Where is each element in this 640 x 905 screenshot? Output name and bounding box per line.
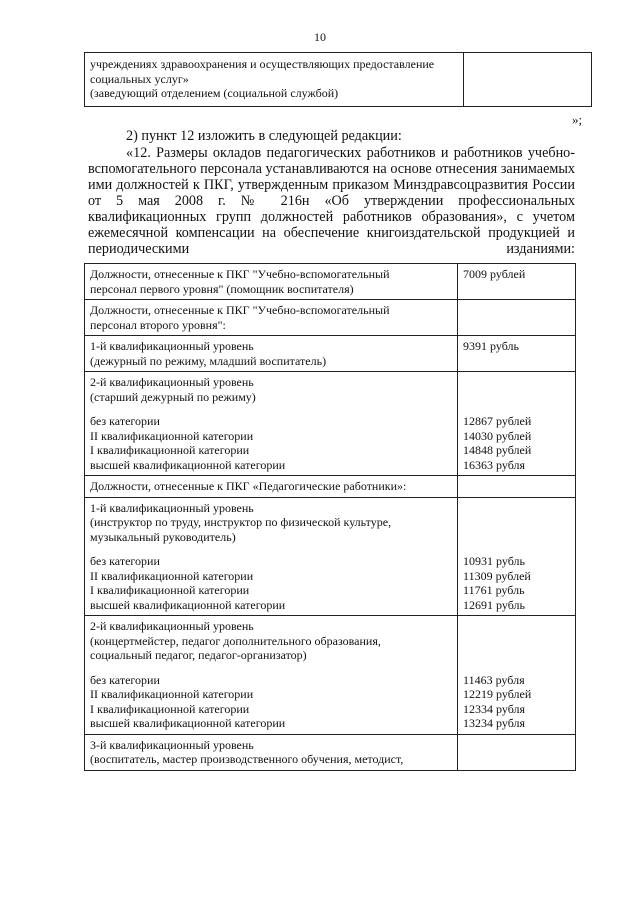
- salary-cell: [458, 734, 576, 770]
- table-row: [85, 300, 576, 336]
- salary-cell: [458, 372, 576, 476]
- position-line: (старший дежурный по режиму): [90, 389, 256, 404]
- position-line: персонал первого уровня" (помощник воспитателя): [90, 281, 354, 296]
- category-line: I квалификационной категории: [90, 583, 250, 597]
- category-line: I квалификационной категории: [90, 443, 250, 457]
- salary-value: 12691 рубль: [463, 597, 525, 612]
- salary-cell: [464, 53, 592, 107]
- position-cell: [85, 497, 458, 616]
- salary-value: 9391 рубль: [463, 339, 519, 353]
- category-line: без категории: [90, 554, 160, 568]
- text-line: (заведующий отделением (социальной службой): [90, 86, 339, 100]
- salary-value: 7009 рублей: [463, 267, 526, 281]
- category-line: высшей квалификационной категории: [90, 457, 286, 472]
- salary-table-body: [85, 264, 576, 771]
- position-line: 1-й квалификационный уровень: [90, 339, 254, 353]
- position-cell: [85, 616, 458, 735]
- salary-value: 12219 рублей: [463, 687, 532, 701]
- text-line: учреждениях здравоохранения и осуществляющих предоставление: [90, 57, 435, 71]
- salary-cell: [458, 616, 576, 735]
- category-line: II квалификационной категории: [90, 428, 254, 443]
- position-line: (воспитатель, мастер производственного обучения, методист,: [90, 752, 404, 766]
- table-row: [85, 336, 576, 372]
- salary-cell: [458, 497, 576, 616]
- position-cell: [85, 264, 458, 300]
- salary-value: 14030 рублей: [463, 428, 532, 443]
- position-line: социальный педагог, педагог-организатор): [90, 648, 307, 662]
- salary-value: 11761 рубль: [463, 583, 525, 597]
- position-line: 3-й квалификационный уровень: [90, 737, 254, 752]
- text-line: социальных услуг»: [90, 71, 189, 86]
- salary-cell: [458, 476, 576, 498]
- salary-value: 11463 рубля: [463, 672, 525, 687]
- closing-quote-mark: »;: [572, 112, 583, 127]
- salary-cell: [458, 336, 576, 372]
- category-line: I квалификационной категории: [90, 701, 250, 716]
- position-line: (дежурный по режиму, младший воспитатель): [90, 353, 327, 368]
- table-row: [85, 734, 576, 770]
- position-line: Должности, отнесенные к ПКГ "Учебно-вспомогательный: [90, 267, 390, 281]
- salary-value: 12867 рублей: [463, 414, 532, 428]
- salary-cell: [458, 300, 576, 336]
- category-line: II квалификационной категории: [90, 568, 254, 583]
- position-cell: [85, 300, 458, 336]
- position-line: музыкальный руководитель): [90, 529, 236, 544]
- continued-table: [84, 52, 592, 107]
- salary-value: 13234 рубля: [463, 716, 526, 730]
- category-line: без категории: [90, 414, 160, 428]
- position-line: Должности, отнесенные к ПКГ "Учебно-вспомогательный: [90, 303, 390, 317]
- position-cell: [85, 53, 464, 107]
- page-number: 10: [314, 30, 326, 44]
- category-line: без категории: [90, 672, 160, 687]
- position-line: Должности, отнесенные к ПКГ «Педагогические работники»:: [90, 479, 407, 493]
- position-line: 1-й квалификационный уровень: [90, 500, 254, 515]
- position-line: 2-й квалификационный уровень: [90, 375, 254, 389]
- intro-paragraph: «12. Размеры окладов педагогических работников и работников учебно-вспомогательного персонала устанавливаются на основе отнесения занимаемых ими должностей к ПКГ, утвержденным приказом Минздравсоцразвития России от 5 мая 2008 г. № 216н «Об утверждении профессиональных квалификационных групп должностей работников образования», с учетом ежемесячной компенсации на обеспечение книгоиздательской продукцией и периодическими изданиями:: [88, 145, 575, 257]
- position-cell: [85, 372, 458, 476]
- table-row: [85, 616, 576, 735]
- category-line: высшей квалификационной категории: [90, 716, 286, 730]
- salary-value: 11309 рублей: [463, 568, 531, 583]
- salary-table: [84, 263, 576, 771]
- position-line: (концертмейстер, педагог дополнительного образования,: [90, 633, 381, 648]
- salary-value: 14848 рублей: [463, 443, 532, 457]
- position-line: (инструктор по труду, инструктор по физической культуре,: [90, 515, 392, 529]
- category-line: II квалификационной категории: [90, 687, 254, 701]
- position-cell: [85, 336, 458, 372]
- position-line: 2-й квалификационный уровень: [90, 619, 254, 633]
- salary-value: 12334 рубля: [463, 701, 526, 716]
- table-row: [85, 372, 576, 476]
- position-cell: [85, 476, 458, 498]
- table-row: [85, 497, 576, 616]
- table-row: [85, 53, 592, 107]
- salary-value: 10931 рубль: [463, 554, 525, 568]
- position-cell: [85, 734, 458, 770]
- table-row: [85, 476, 576, 498]
- category-line: высшей квалификационной категории: [90, 597, 286, 612]
- salary-cell: [458, 264, 576, 300]
- item-line: 2) пункт 12 изложить в следующей редакции:: [126, 128, 402, 144]
- salary-value: 16363 рубля: [463, 457, 526, 472]
- table-row: [85, 264, 576, 300]
- position-line: персонал второго уровня":: [90, 317, 226, 332]
